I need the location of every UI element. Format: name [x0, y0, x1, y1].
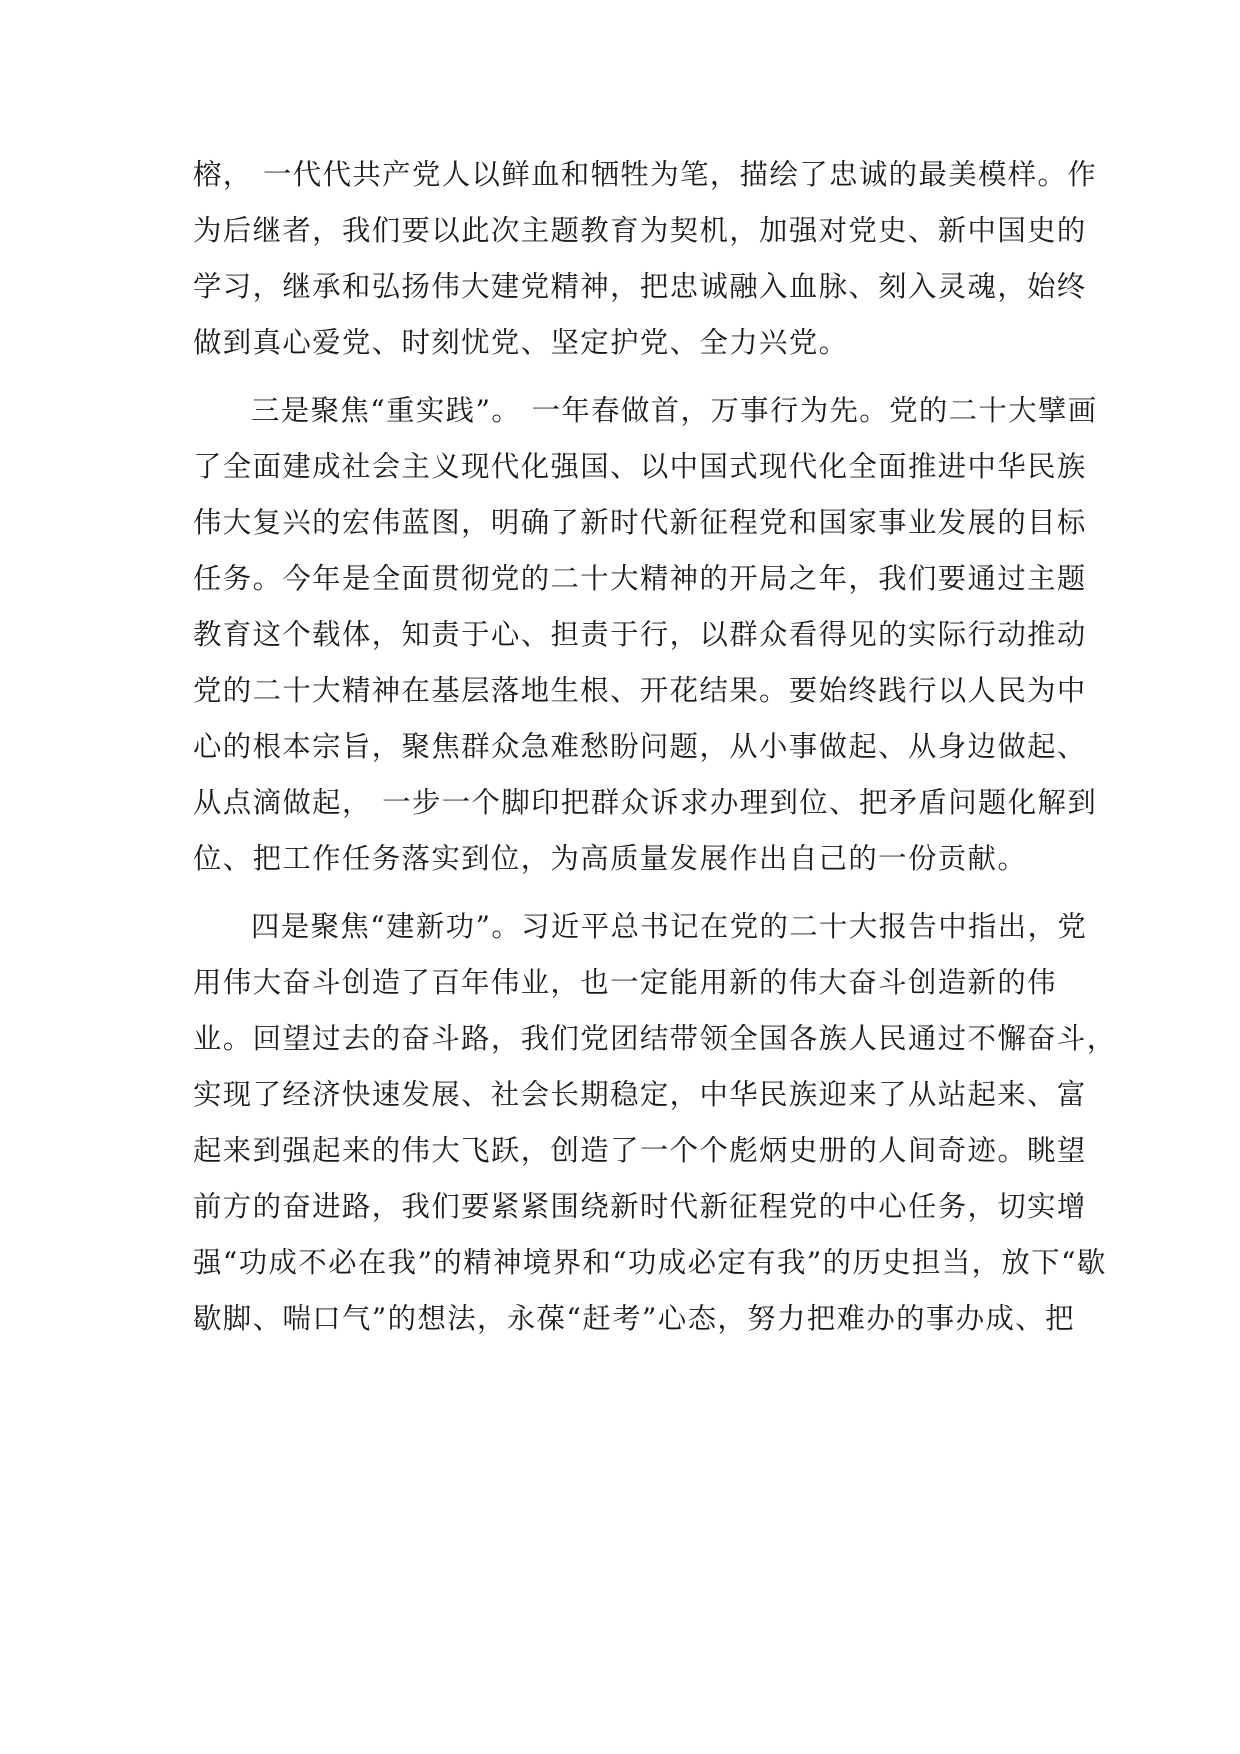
text-line: 前方的奋进路，我们要紧紧围绕新时代新征程党的中心任务，切实增 [193, 1190, 1087, 1223]
text-line: 用伟大奋斗创造了百年伟业，也一定能用新的伟大奋斗创造新的伟 [193, 966, 1057, 999]
text-line: 实现了经济快速发展、社会长期稳定，中华民族迎来了从站起来、富 [193, 1078, 1087, 1111]
paragraph-loyalty-continued [193, 147, 1098, 371]
paragraph-practice [193, 383, 1098, 887]
text-line: 位、把工作任务落实到位，为高质量发展作出自己的一份贡献。 [193, 842, 1028, 875]
paragraph-new-merits [193, 899, 1117, 1347]
document-body [193, 147, 1117, 1347]
text-line: 榕， 一代代共产党人以鲜血和牺牲为笔，描绘了忠诚的最美模样。作 [193, 158, 1098, 191]
text-line: 业。回望过去的奋斗路，我们党团结带领全国各族人民通过不懈奋斗， [193, 1022, 1117, 1055]
text-line: 从点滴做起， 一步一个脚印把群众诉求办理到位、把矛盾问题化解到 [193, 786, 1098, 819]
text-line: 学习，继承和弘扬伟大建党精神，把忠诚融入血脉、刻入灵魂，始终 [193, 270, 1087, 303]
text-line: 强“功成不必在我”的精神境界和“功成必定有我”的历史担当，放下“歇 [193, 1246, 1107, 1279]
text-line: 为后继者，我们要以此次主题教育为契机，加强对党史、新中国史的 [193, 214, 1087, 247]
text-line: 心的根本宗旨，聚焦群众急难愁盼问题，从小事做起、从身边做起、 [193, 730, 1087, 763]
text-line: 四是聚焦“建新功”。习近平总书记在党的二十大报告中指出，党 [251, 910, 1088, 943]
text-line: 起来到强起来的伟大飞跃，创造了一个个彪炳史册的人间奇迹。眺望 [193, 1134, 1087, 1167]
text-line: 做到真心爱党、时刻忧党、坚定护党、全力兴党。 [193, 326, 849, 359]
text-line: 任务。今年是全面贯彻党的二十大精神的开局之年，我们要通过主题 [193, 562, 1087, 595]
text-line: 歇脚、喘口气”的想法，永葆“赶考”心态，努力把难办的事办成、把 [193, 1302, 1075, 1335]
text-line: 了全面建成社会主义现代化强国、以中国式现代化全面推进中华民族 [193, 450, 1087, 483]
text-line: 三是聚焦“重实践”。 一年春做首，万事行为先。党的二十大擘画 [251, 394, 1098, 427]
text-line: 党的二十大精神在基层落地生根、开花结果。要始终践行以人民为中 [193, 674, 1087, 707]
text-line: 教育这个载体，知责于心、担责于行，以群众看得见的实际行动推动 [193, 618, 1087, 651]
text-line: 伟大复兴的宏伟蓝图，明确了新时代新征程党和国家事业发展的目标 [193, 506, 1087, 539]
